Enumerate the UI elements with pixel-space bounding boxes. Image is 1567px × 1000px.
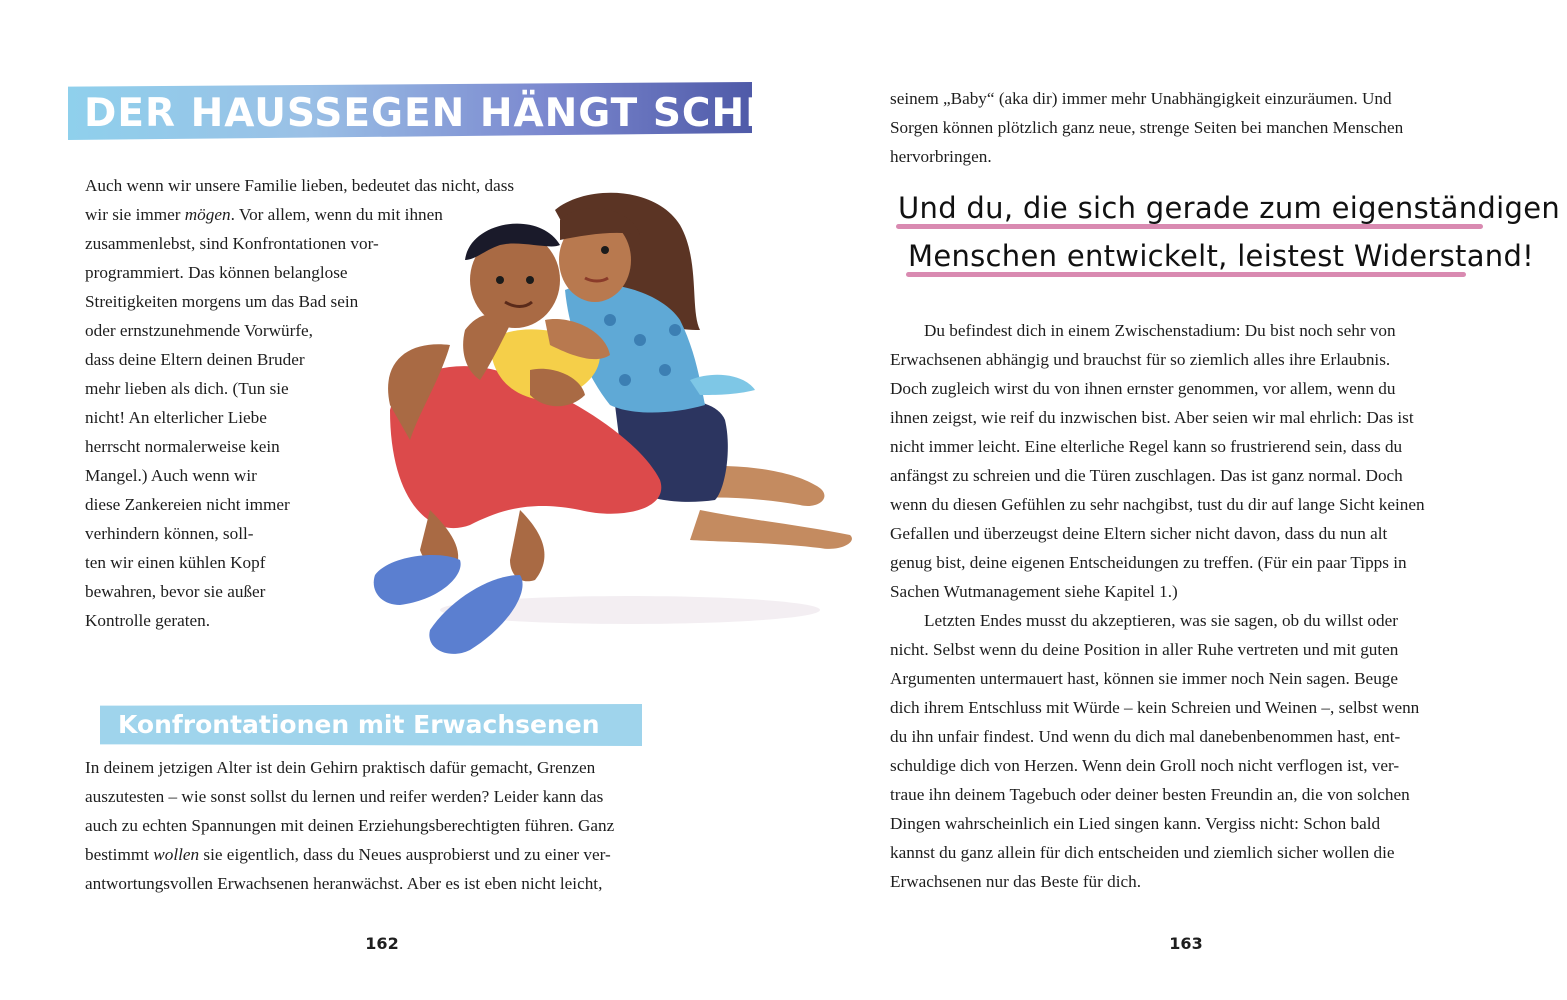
text-line: schuldige dich von Herzen. Wenn dein Groll noch nicht verflogen ist, ver-	[890, 756, 1400, 775]
text-line: oder ernstzunehmende Vorwürfe,	[85, 321, 313, 340]
page-number: 162	[365, 934, 399, 953]
text-line: ihnen zeigst, wie reif du inzwischen bist. Aber seien wir mal ehrlich: Das ist	[890, 408, 1414, 427]
chapter-title: DER HAUSSEGEN HÄNGT SCHIEF	[84, 91, 816, 136]
paragraph-2	[890, 606, 1510, 896]
text-line: wenn du diesen Gefühlen zu sehr nachgibst, tust du dir auf lange Sicht keinen	[890, 495, 1425, 514]
text-line: herrscht normalerweise kein	[85, 437, 280, 456]
text-line: seinem „Baby“ (aka dir) immer mehr Unabhängigkeit einzuräumen. Und	[890, 89, 1392, 108]
text-line: programmiert. Das können belanglose	[85, 263, 348, 282]
paragraph-1	[890, 316, 1510, 606]
subheading: Konfrontationen mit Erwachsenen	[118, 710, 600, 739]
text-line: Letzten Endes musst du akzeptieren, was sie sagen, ob du willst oder	[924, 611, 1398, 630]
text-line: genug bist, deine eigenen Entscheidungen zu treffen. (Für ein paar Tipps in	[890, 553, 1407, 572]
text-line: Kontrolle geraten.	[85, 611, 211, 630]
text-line: nicht immer leicht. Eine elterliche Regel kann so frustrierend sein, dass du	[890, 437, 1403, 456]
text-line: Sorgen können plötzlich ganz neue, strenge Seiten bei manchen Menschen	[890, 118, 1404, 137]
text-line: bewahren, bevor sie außer	[85, 582, 266, 601]
text-line: Dingen wahrscheinlich ein Lied singen kann. Vergiss nicht: Schon bald	[890, 814, 1381, 833]
continued-paragraph	[890, 84, 1530, 171]
left-shoe	[374, 555, 461, 605]
text-line: Sachen Wutmanagement siehe Kapitel 1.)	[890, 582, 1178, 601]
text-line: dass deine Eltern deinen Bruder	[85, 350, 305, 369]
pull-quote-line: Und du, die sich gerade zum eigenständigen	[898, 191, 1561, 225]
text-line: du ihn unfair findest. Und wenn du dich mal danebenbenommen hast, ent-	[890, 727, 1401, 746]
right-page	[783, 0, 1567, 1000]
text-line: Du befindest dich in einem Zwischenstadium: Du bist noch sehr von	[924, 321, 1396, 340]
text-line: diese Zankereien nicht immer	[85, 495, 290, 514]
text-line: kannst du ganz allein für dich entscheiden und ziemlich sicher wollen die	[890, 843, 1395, 862]
text-line: In deinem jetzigen Alter ist dein Gehirn praktisch dafür gemacht, Grenzen	[85, 758, 596, 777]
text-line: nicht! An elterlicher Liebe	[85, 408, 267, 427]
text-line: traue ihn deinem Tagebuch oder deiner besten Freundin an, die von solchen	[890, 785, 1410, 804]
text-line: Auch wenn wir unsere Familie lieben, bedeutet das nicht, dass	[85, 176, 515, 195]
text-line: Mangel.) Auch wenn wir	[85, 466, 257, 485]
text-line: antwortungsvollen Erwachsenen heranwächst. Aber es ist eben nicht leicht,	[85, 874, 603, 893]
text-line: Doch zugleich wirst du von ihnen ernster genommen, vor allem, wenn du	[890, 379, 1396, 398]
text-line: dich ihrem Entschluss mit Würde – kein Schreien und Weinen –, selbst wenn	[890, 698, 1420, 717]
text-line: Gefallen und überzeugst deine Eltern sicher nicht davon, dass du nun alt	[890, 524, 1388, 543]
text-line: hervorbringen.	[890, 147, 992, 166]
text-line: verhindern können, soll-	[85, 524, 254, 543]
text-line: anfängst zu schreien und die Türen zuschlagen. Das ist ganz normal. Doch	[890, 466, 1403, 485]
pull-quote-line: Menschen entwickelt, leistest Widerstand!	[908, 239, 1535, 273]
text-line: Erwachsenen abhängig und brauchst für so ziemlich alles ihre Erlaubnis.	[890, 350, 1391, 369]
text-line: mehr lieben als dich. (Tun sie	[85, 379, 289, 398]
text-line: nicht. Selbst wenn du deine Position in aller Ruhe vertreten und mit guten	[890, 640, 1399, 659]
text-line: auch zu echten Spannungen mit deinen Erziehungsberechtigten führen. Ganz	[85, 816, 615, 835]
text-line: Argumenten untermauert hast, können sie immer noch Nein sagen. Beuge	[890, 669, 1399, 688]
text-line: bestimmt wollen sie eigentlich, dass du Neues ausprobierst und zu einer ver-	[85, 845, 611, 864]
subsection-paragraph	[85, 753, 705, 898]
text-line: auszutesten – wie sonst sollst du lernen und reifer werden? Leider kann das	[85, 787, 604, 806]
text-line: Erwachsenen nur das Beste für dich.	[890, 872, 1142, 891]
page-number: 163	[1169, 934, 1203, 953]
text-line: Streitigkeiten morgens um das Bad sein	[85, 292, 359, 311]
text-line: wir sie immer mögen. Vor allem, wenn du mit ihnen	[85, 205, 443, 224]
text-line: ten wir einen kühlen Kopf	[85, 553, 266, 572]
text-line: zusammenlebst, sind Konfrontationen vor-	[85, 234, 379, 253]
